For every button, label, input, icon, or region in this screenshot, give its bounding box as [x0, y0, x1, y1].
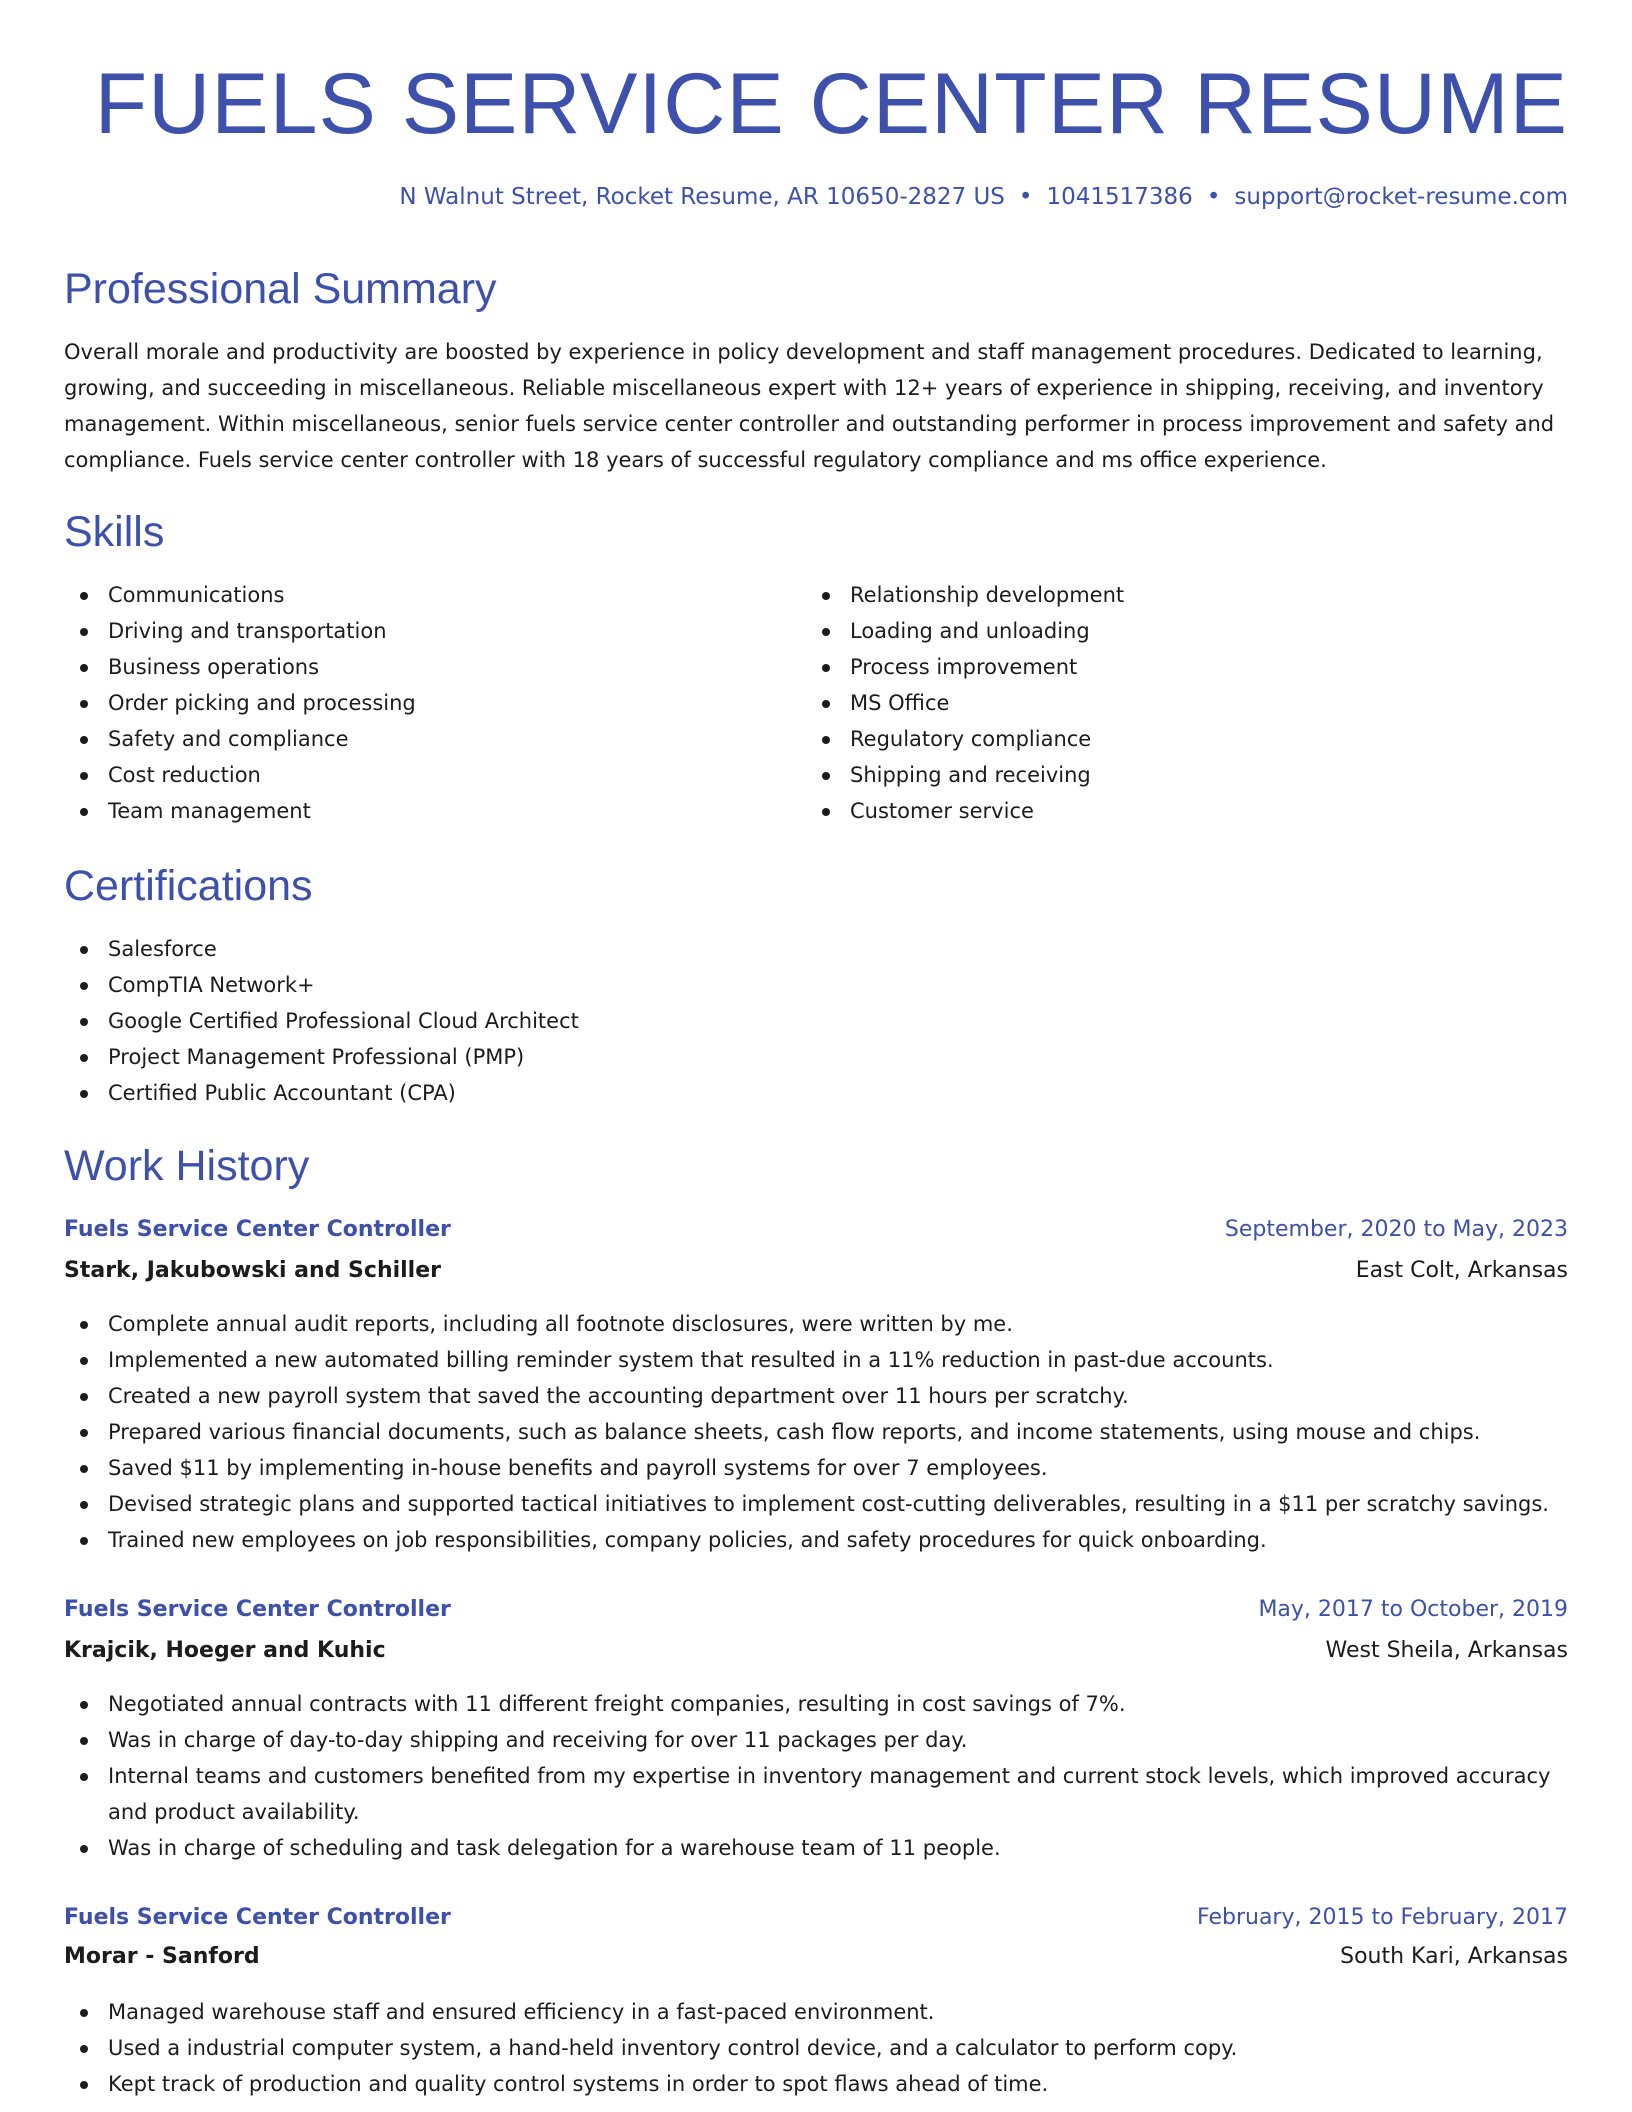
resume-title: FUELS SERVICE CENTER RESUME — [94, 56, 1568, 152]
contact-line — [399, 180, 1568, 214]
job-bullet: Trained new employees on job responsibilities, company policies, and safety procedures for quick onboarding. — [64, 1522, 1568, 1558]
job-location: West Sheila, Arkansas — [1325, 1638, 1568, 1663]
job-bullet: Kept track of production and quality control systems in order to spot flaws ahead of time. — [64, 2066, 1568, 2102]
skill-item: Communications — [64, 577, 784, 613]
skill-item: Cost reduction — [64, 757, 784, 793]
job-bullet: Created a new payroll system that saved the accounting department over 11 hours per scratchy. — [64, 1378, 1568, 1414]
contact-separator: • — [1018, 184, 1033, 210]
job-bullet: Prepared various financial documents, such as balance sheets, cash flow reports, and income statements, using mouse and chips. — [64, 1414, 1568, 1450]
job-bullets — [64, 1306, 1568, 1558]
certifications-heading: Certifications — [64, 862, 313, 910]
job-title: Fuels Service Center Controller — [64, 1217, 451, 1242]
skill-item: Team management — [64, 793, 784, 829]
contact-address: N Walnut Street, Rocket Resume, AR 10650-2827 US — [399, 184, 1005, 210]
job-dates: February, 2015 to February, 2017 — [1197, 1905, 1568, 1930]
job-company: Krajcik, Hoeger and Kuhic — [64, 1638, 386, 1663]
contact-email[interactable]: support@rocket-resume.com — [1234, 184, 1568, 210]
skill-item: Order picking and processing — [64, 685, 784, 721]
skill-item: Customer service — [806, 793, 1526, 829]
contact-separator: • — [1206, 184, 1221, 210]
job-bullet: Was in charge of day-to-day shipping and receiving for over 11 packages per day. — [64, 1722, 1568, 1758]
job-bullet: Was in charge of scheduling and task delegation for a warehouse team of 11 people. — [64, 1830, 1568, 1866]
job-dates: May, 2017 to October, 2019 — [1258, 1597, 1568, 1622]
skills-heading: Skills — [64, 508, 165, 556]
job-title: Fuels Service Center Controller — [64, 1905, 451, 1930]
certification-item: Salesforce — [64, 931, 1568, 967]
job-bullet: Managed warehouse staff and ensured efficiency in a fast-paced environment. — [64, 1994, 1568, 2030]
skill-item: Loading and unloading — [806, 613, 1526, 649]
skill-item: Business operations — [64, 649, 784, 685]
contact-phone: 1041517386 — [1046, 184, 1193, 210]
skill-item: Safety and compliance — [64, 721, 784, 757]
job-bullet: Used a industrial computer system, a hand-held inventory control device, and a calculator to perform copy. — [64, 2030, 1568, 2066]
job-bullet: Negotiated annual contracts with 11 different freight companies, resulting in cost savings of 7%. — [64, 1686, 1568, 1722]
summary-heading: Professional Summary — [64, 265, 497, 313]
skill-item: Relationship development — [806, 577, 1526, 613]
skill-item: Driving and transportation — [64, 613, 784, 649]
job-location: East Colt, Arkansas — [1355, 1258, 1568, 1283]
skills-list-right — [806, 577, 1526, 829]
skill-item: Process improvement — [806, 649, 1526, 685]
job-company: Stark, Jakubowski and Schiller — [64, 1258, 441, 1283]
job-bullets — [64, 1994, 1568, 2102]
certification-item: Certified Public Accountant (CPA) — [64, 1075, 1568, 1111]
skill-item: MS Office — [806, 685, 1526, 721]
job-bullet: Complete annual audit reports, including all footnote disclosures, were written by me. — [64, 1306, 1568, 1342]
skills-list-left — [64, 577, 784, 829]
work-history-heading: Work History — [64, 1142, 310, 1190]
summary-text: Overall morale and productivity are boosted by experience in policy development and staff management procedures. Dedicated to learning, growing, and succeeding in miscellaneous. Reliable miscellaneous expert with 12+ years of experience in shipping, receiving, and inventory management. Within miscellaneous, senior fuels service center controller and outstanding performer in process improvement and safety and compliance. Fuels service center controller with 18 years of successful regulatory compliance and ms office experience. — [64, 340, 1555, 472]
job-bullet: Saved $11 by implementing in-house benefits and payroll systems for over 7 employees. — [64, 1450, 1568, 1486]
job-bullet: Implemented a new automated billing reminder system that resulted in a 11% reduction in past-due accounts. — [64, 1342, 1568, 1378]
certifications-list — [64, 931, 1568, 1111]
certification-item: Project Management Professional (PMP) — [64, 1039, 1568, 1075]
certification-item: Google Certified Professional Cloud Architect — [64, 1003, 1568, 1039]
job-bullets — [64, 1686, 1568, 1866]
skill-item: Shipping and receiving — [806, 757, 1526, 793]
job-title: Fuels Service Center Controller — [64, 1597, 451, 1622]
skill-item: Regulatory compliance — [806, 721, 1526, 757]
job-bullet: Internal teams and customers benefited from my expertise in inventory management and current stock levels, which improved accuracy and product availability. — [64, 1758, 1568, 1830]
certification-item: CompTIA Network+ — [64, 967, 1568, 1003]
job-location: South Kari, Arkansas — [1340, 1944, 1568, 1969]
job-bullet: Devised strategic plans and supported tactical initiatives to implement cost-cutting deliverables, resulting in a $11 per scratchy savings. — [64, 1486, 1568, 1522]
job-company: Morar - Sanford — [64, 1944, 260, 1969]
job-dates: September, 2020 to May, 2023 — [1224, 1217, 1568, 1242]
